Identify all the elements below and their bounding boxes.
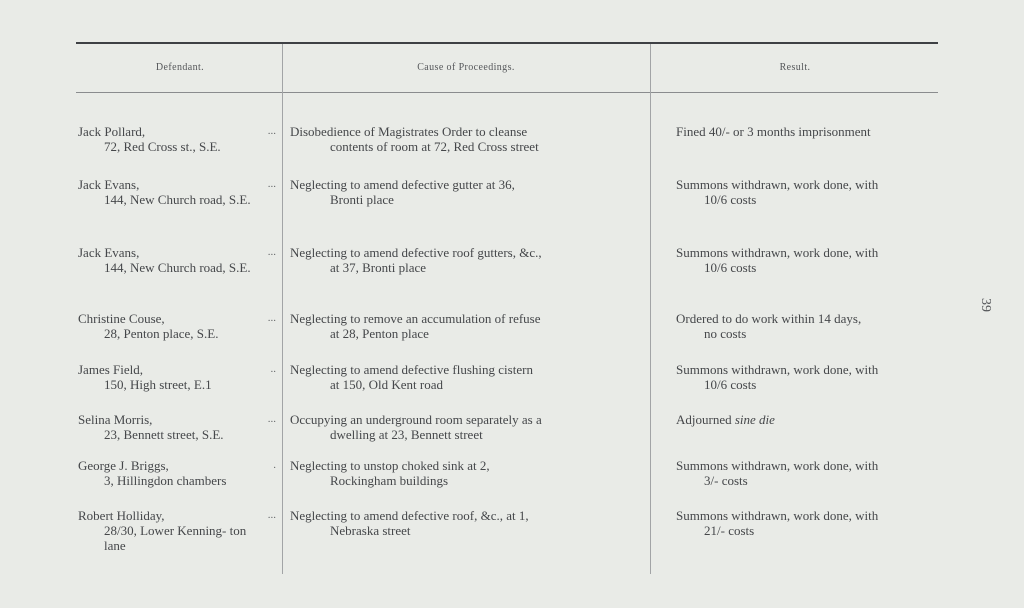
cause-line-2: at 28, Penton place	[330, 326, 429, 341]
defendant-cell	[78, 362, 276, 392]
column-divider-1	[282, 44, 283, 574]
defendant-name: James Field,	[78, 362, 143, 377]
leader-dots: ...	[267, 312, 276, 324]
cause-line-2: at 150, Old Kent road	[330, 377, 444, 392]
cause-cell	[290, 362, 642, 392]
result-line-1: Fined 40/- or 3 months imprisonment	[676, 124, 871, 139]
cause-line-1: Neglecting to unstop choked sink at 2,	[290, 458, 490, 473]
defendant-cell	[78, 458, 276, 488]
cause-line-1: Neglecting to remove an accumulation of refuse	[290, 311, 541, 326]
header-cause: Cause of Proceedings.	[417, 62, 515, 73]
defendant-name: Robert Holliday,	[78, 508, 165, 523]
cause-line-2: Nebraska street	[330, 523, 411, 538]
defendant-name: Jack Evans,	[78, 245, 140, 260]
column-divider-2	[650, 44, 651, 574]
leader-dots: ..	[270, 363, 276, 375]
cause-line-2: Bronti place	[330, 192, 394, 207]
defendant-address: 23, Bennett street, S.E.	[104, 427, 224, 442]
defendant-cell	[78, 412, 276, 442]
result-cell	[676, 508, 938, 538]
defendant-address: 144, New Church road, S.E.	[104, 260, 251, 275]
cause-cell	[290, 124, 642, 154]
result-cell	[676, 412, 938, 427]
result-line-2: 10/6 costs	[704, 377, 757, 392]
defendant-address: 144, New Church road, S.E.	[104, 192, 251, 207]
result-line-2: 21/- costs	[704, 523, 755, 538]
leader-dots: ...	[267, 509, 276, 521]
defendant-name: George J. Briggs,	[78, 458, 169, 473]
defendant-address: 28/30, Lower Kenning- ton lane	[104, 523, 247, 553]
result-cell	[676, 245, 938, 275]
page-number: 39	[978, 298, 993, 312]
leader-dots: ...	[267, 413, 276, 425]
header-rule	[76, 92, 938, 93]
defendant-cell	[78, 311, 276, 341]
top-rule	[76, 42, 938, 44]
result-line-1: Summons withdrawn, work done, with	[676, 458, 879, 473]
result-line-2: 10/6 costs	[704, 260, 757, 275]
result-line-2: 3/- costs	[704, 473, 748, 488]
result-line-1: Ordered to do work within 14 days,	[676, 311, 862, 326]
defendant-name: Jack Evans,	[78, 177, 140, 192]
cause-line-1: Disobedience of Magistrates Order to cleanse	[290, 124, 528, 139]
result-cell	[676, 362, 938, 392]
cause-line-1: Occupying an underground room separately as a	[290, 412, 542, 427]
cause-cell	[290, 412, 642, 442]
result-cell	[676, 124, 938, 139]
defendant-address: 150, High street, E.1	[104, 377, 212, 392]
result-line-1: Summons withdrawn, work done, with	[676, 177, 879, 192]
header-defendant: Defendant.	[155, 62, 205, 73]
result-line-1: Summons withdrawn, work done, with	[676, 508, 879, 523]
result-line-2: 10/6 costs	[704, 192, 757, 207]
cause-cell	[290, 245, 642, 275]
cause-cell	[290, 177, 642, 207]
cause-line-1: Neglecting to amend defective roof, &c., at 1,	[290, 508, 529, 523]
defendant-cell	[78, 508, 276, 553]
defendant-name: Christine Couse,	[78, 311, 165, 326]
defendant-name: Jack Pollard,	[78, 124, 146, 139]
result-italic: sine die	[734, 412, 775, 427]
leader-dots: .	[273, 459, 276, 471]
result-adjourned: Adjourned	[676, 412, 735, 427]
cause-line-2: contents of room at 72, Red Cross street	[330, 139, 539, 154]
cause-line-1: Neglecting to amend defective roof gutters, &c.,	[290, 245, 542, 260]
cause-line-1: Neglecting to amend defective gutter at 36,	[290, 177, 515, 192]
cause-cell	[290, 508, 642, 538]
leader-dots: ...	[267, 178, 276, 190]
cause-line-2: dwelling at 23, Bennett street	[330, 427, 483, 442]
defendant-cell	[78, 124, 276, 154]
cause-line-2: at 37, Bronti place	[330, 260, 427, 275]
defendant-address: 28, Penton place, S.E.	[104, 326, 219, 341]
result-line-1: Summons withdrawn, work done, with	[676, 362, 879, 377]
defendant-name: Selina Morris,	[78, 412, 153, 427]
result-line-1: Summons withdrawn, work done, with	[676, 245, 879, 260]
defendant-cell	[78, 177, 276, 207]
defendant-address: 72, Red Cross st., S.E.	[104, 139, 221, 154]
header-result: Result.	[779, 62, 811, 73]
leader-dots: ...	[267, 246, 276, 258]
cause-cell	[290, 311, 642, 341]
result-cell	[676, 311, 938, 341]
result-cell	[676, 177, 938, 207]
cause-line-1: Neglecting to amend defective flushing cistern	[290, 362, 533, 377]
defendant-address: 3, Hillingdon chambers	[104, 473, 227, 488]
result-line-2: no costs	[704, 326, 747, 341]
cause-cell	[290, 458, 642, 488]
result-cell	[676, 458, 938, 488]
defendant-cell	[78, 245, 276, 275]
cause-line-2: Rockingham buildings	[330, 473, 449, 488]
leader-dots: ...	[267, 125, 276, 137]
result-line-1	[676, 412, 938, 427]
